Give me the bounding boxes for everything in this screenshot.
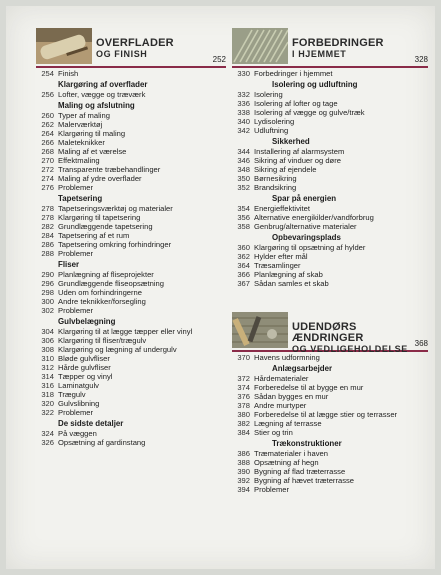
entry-page-number: 340	[237, 117, 250, 126]
entry-page-number: 362	[237, 252, 250, 261]
entry-page-number: 384	[237, 428, 250, 437]
section-page-number: 328	[414, 55, 428, 64]
toc-entry	[232, 222, 428, 231]
entry-page-number: 318	[41, 390, 54, 399]
subsection-heading: Trækonstruktioner	[272, 439, 342, 448]
entry-page-number: 300	[41, 297, 54, 306]
entry-page-number: 370	[237, 353, 250, 362]
entry-page-number: 330	[237, 69, 250, 78]
toc-entry	[36, 354, 226, 363]
entry-page-number: 326	[41, 438, 54, 447]
entry-page-number: 312	[41, 363, 54, 372]
entry-title: Lydisolering	[254, 117, 295, 126]
entry-page-number: 386	[237, 449, 250, 458]
entry-title: Forbedringer i hjemmet	[254, 69, 333, 78]
entry-title: Energieffektivitet	[254, 204, 311, 213]
entry-title: Malerværktøj	[58, 120, 103, 129]
entry-page-number: 316	[41, 381, 54, 390]
entry-title: Brandsikring	[254, 183, 297, 192]
entry-title: Maleteknikker	[58, 138, 105, 147]
entry-page-number: 256	[41, 90, 54, 99]
entry-page-number: 380	[237, 410, 250, 419]
entry-page-number: 314	[41, 372, 54, 381]
entry-page-number: 374	[237, 383, 250, 392]
entry-title: Tapetseringsværktøj og materialer	[58, 204, 173, 213]
subsection-heading: Klargøring af overflader	[58, 80, 148, 89]
entry-page-number: 367	[237, 279, 250, 288]
toc-entry	[36, 327, 226, 336]
entry-title: Uden om forhindringerne	[58, 288, 143, 297]
toc-entry	[36, 111, 226, 120]
toc-entry	[36, 120, 226, 129]
toc-entry	[232, 449, 428, 458]
toc-entry	[232, 419, 428, 428]
toc-entry	[232, 147, 428, 156]
entry-title: Hylder efter mål	[254, 252, 308, 261]
entry-title: Klargøring til maling	[58, 129, 126, 138]
section-title: OVERFLADER OG FINISH	[96, 37, 174, 59]
toc-entry	[36, 90, 226, 99]
toc-list-udendors	[232, 353, 428, 494]
entry-title: Andre teknikker/forsegling	[58, 297, 146, 306]
entry-page-number: 304	[41, 327, 54, 336]
section-header-forbedringer	[232, 26, 428, 68]
entry-page-number: 310	[41, 354, 54, 363]
entry-title: Klargøring til at lægge tæpper eller vinyl	[58, 327, 193, 336]
entry-page-number: 356	[237, 213, 250, 222]
toc-entry	[36, 306, 226, 315]
toc-entry	[232, 117, 428, 126]
section-title: FORBEDRINGER I HJEMMET	[292, 37, 384, 59]
section-header-overflader	[36, 26, 226, 68]
entry-page-number: 338	[237, 108, 250, 117]
subsection-heading: Tapetsering	[58, 194, 103, 203]
entry-title: Maling af et værelse	[58, 147, 127, 156]
entry-page-number: 274	[41, 174, 54, 183]
toc-entry	[36, 204, 226, 213]
entry-title: Klargøring til opsætning af hylder	[254, 243, 366, 252]
entry-page-number: 390	[237, 467, 250, 476]
toc-entry	[36, 345, 226, 354]
entry-title: Klargøring til tapetsering	[58, 213, 141, 222]
entry-title: Bygning af flad træterrasse	[254, 467, 346, 476]
entry-page-number: 308	[41, 345, 54, 354]
toc-entry	[36, 408, 226, 417]
subsection-heading: Anlægsarbejder	[272, 364, 333, 373]
entry-page-number: 360	[237, 243, 250, 252]
entry-page-number: 354	[237, 204, 250, 213]
subsection-heading: Sikkerhed	[272, 137, 310, 146]
entry-page-number: 358	[237, 222, 250, 231]
entry-title: Problemer	[58, 306, 94, 315]
entry-page-number: 320	[41, 399, 54, 408]
entry-title: Træsamlinger	[254, 261, 301, 270]
toc-entry	[232, 99, 428, 108]
entry-page-number: 260	[41, 111, 54, 120]
entry-title: Lofter, vægge og træværk	[58, 90, 146, 99]
subsection-heading: Maling og afslutning	[58, 101, 135, 110]
entry-page-number: 394	[237, 485, 250, 494]
entry-title: Laminatgulv	[58, 381, 99, 390]
toc-entry	[36, 174, 226, 183]
entry-page-number: 268	[41, 147, 54, 156]
column-right	[232, 26, 428, 494]
entry-page-number: 286	[41, 240, 54, 249]
toc-entry	[232, 165, 428, 174]
subsection-heading: Fliser	[58, 260, 80, 269]
column-left	[36, 26, 226, 447]
entry-page-number: 372	[237, 374, 250, 383]
entry-page-number: 366	[237, 270, 250, 279]
entry-title: Planlægning af skab	[254, 270, 323, 279]
entry-page-number: 306	[41, 336, 54, 345]
toc-entry	[232, 156, 428, 165]
book-page	[6, 6, 435, 569]
entry-page-number: 270	[41, 156, 54, 165]
toc-entry	[232, 383, 428, 392]
entry-title: Sådan samles et skab	[254, 279, 329, 288]
entry-title: Problemer	[58, 408, 94, 417]
toc-entry	[36, 336, 226, 345]
entry-page-number: 352	[237, 183, 250, 192]
toc-entry	[36, 288, 226, 297]
toc-entry	[36, 363, 226, 372]
toc-entry	[36, 222, 226, 231]
entry-title: Gulvslibning	[58, 399, 100, 408]
toc-entry	[232, 485, 428, 494]
toc-entry	[232, 392, 428, 401]
entry-page-number: 262	[41, 120, 54, 129]
entry-page-number: 276	[41, 183, 54, 192]
entry-page-number: 254	[41, 69, 54, 78]
entry-page-number: 342	[237, 126, 250, 135]
entry-title: Hårdematerialer	[254, 374, 309, 383]
entry-title: Udluftning	[254, 126, 289, 135]
toc-entry	[36, 279, 226, 288]
section-header-udendors	[232, 310, 428, 352]
toc-entry	[232, 467, 428, 476]
toc-entry	[36, 249, 226, 258]
toc-entry	[232, 270, 428, 279]
entry-title: Planlægning af fliseprojekter	[58, 270, 154, 279]
entry-page-number: 278	[41, 204, 54, 213]
entry-page-number: 296	[41, 279, 54, 288]
entry-page-number: 364	[237, 261, 250, 270]
entry-title: Træmaterialer i haven	[254, 449, 328, 458]
entry-page-number: 382	[237, 419, 250, 428]
entry-title: Effektmaling	[58, 156, 100, 165]
toc-list-forbedringer	[232, 69, 428, 288]
entry-title: Maling af ydre overflader	[58, 174, 142, 183]
entry-title: Tapetsering af et rum	[58, 231, 130, 240]
entry-page-number: 376	[237, 392, 250, 401]
toc-entry	[232, 476, 428, 485]
toc-entry	[36, 240, 226, 249]
toc-entry	[232, 410, 428, 419]
toc-entry	[36, 438, 226, 447]
entry-title: Isolering af lofter og tage	[254, 99, 338, 108]
entry-title: Sikring af ejendele	[254, 165, 317, 174]
toc-entry	[36, 297, 226, 306]
entry-title: Andre murtyper	[254, 401, 307, 410]
entry-title: Grundlæggende tapetsering	[58, 222, 153, 231]
toc-entry	[232, 108, 428, 117]
toc-entry	[36, 147, 226, 156]
entry-title: Typer af maling	[58, 111, 110, 120]
toc-entry	[36, 231, 226, 240]
entry-page-number: 284	[41, 231, 54, 240]
entry-title: Finish	[58, 69, 79, 78]
toc-entry	[36, 165, 226, 174]
toc-entry	[232, 261, 428, 270]
toc-entry	[36, 183, 226, 192]
paint-roller-image	[36, 28, 92, 64]
toc-entry	[36, 381, 226, 390]
entry-title: Hårde gulvfliser	[58, 363, 111, 372]
toc-list-overflader	[36, 69, 226, 447]
entry-title: Forberedelse til at bygge en mur	[254, 383, 364, 392]
entry-title: Klargøring til fliser/trægulv	[58, 336, 147, 345]
entry-title: Havens udformning	[254, 353, 320, 362]
entry-page-number: 290	[41, 270, 54, 279]
entry-title: Sådan bygges en mur	[254, 392, 329, 401]
entry-page-number: 350	[237, 174, 250, 183]
toc-entry	[36, 270, 226, 279]
entry-page-number: 322	[41, 408, 54, 417]
entry-title: Bløde gulvfliser	[58, 354, 110, 363]
entry-title: Grundlæggende fliseopsætning	[58, 279, 164, 288]
toc-entry	[36, 69, 226, 78]
toc-entry	[232, 374, 428, 383]
entry-page-number: 288	[41, 249, 54, 258]
entry-page-number: 388	[237, 458, 250, 467]
section-title: UDENDØRS ÆNDRINGER OG VEDLIGEHOLDELSE	[292, 321, 408, 354]
entry-page-number: 346	[237, 156, 250, 165]
toc-entry	[36, 129, 226, 138]
entry-title: Tæpper og vinyl	[58, 372, 113, 381]
entry-page-number: 336	[237, 99, 250, 108]
entry-title: Klargøring og lægning af undergulv	[58, 345, 177, 354]
entry-title: På væggen	[58, 429, 97, 438]
toc-entry	[232, 90, 428, 99]
entry-title: Opsætning af gardinstang	[58, 438, 146, 447]
entry-title: Trægulv	[58, 390, 86, 399]
entry-title: Alternative energikilder/vandforbrug	[254, 213, 374, 222]
toc-entry	[36, 390, 226, 399]
entry-page-number: 278	[41, 213, 54, 222]
entry-title: Lægning af terrasse	[254, 419, 322, 428]
entry-page-number: 264	[41, 129, 54, 138]
entry-title: Isolering af vægge og gulve/træk	[254, 108, 365, 117]
entry-title: Bygning af hævet træterrasse	[254, 476, 355, 485]
toc-entry	[232, 428, 428, 437]
entry-title: Installering af alarmsystem	[254, 147, 345, 156]
entry-page-number: 266	[41, 138, 54, 147]
subsection-heading: Isolering og udluftning	[272, 80, 358, 89]
toc-entry	[232, 243, 428, 252]
entry-title: Forberedelse til at lægge stier og terrasser	[254, 410, 398, 419]
toc-entry	[232, 126, 428, 135]
toc-entry	[232, 252, 428, 261]
subsection-heading: Gulvbelægning	[58, 317, 116, 326]
entry-title: Børnesikring	[254, 174, 297, 183]
entry-title: Problemer	[58, 249, 94, 258]
entry-page-number: 392	[237, 476, 250, 485]
subsection-heading: Opbevaringsplads	[272, 233, 341, 242]
section-page-number: 252	[212, 55, 226, 64]
entry-title: Stier og trin	[254, 428, 293, 437]
toc-entry	[36, 156, 226, 165]
entry-page-number: 348	[237, 165, 250, 174]
entry-page-number: 282	[41, 222, 54, 231]
subsection-heading: Spar på energien	[272, 194, 337, 203]
entry-title: Opsætning af hegn	[254, 458, 319, 467]
entry-page-number: 324	[41, 429, 54, 438]
toc-entry	[36, 399, 226, 408]
entry-page-number: 378	[237, 401, 250, 410]
entry-page-number: 272	[41, 165, 54, 174]
entry-page-number: 298	[41, 288, 54, 297]
toc-entry	[232, 458, 428, 467]
entry-title: Genbrug/alternative materialer	[254, 222, 357, 231]
entry-page-number: 344	[237, 147, 250, 156]
insulation-roll-image	[232, 28, 288, 64]
section-page-number: 368	[414, 339, 428, 348]
entry-page-number: 302	[41, 306, 54, 315]
entry-title: Sikring af vinduer og døre	[254, 156, 341, 165]
entry-page-number: 332	[237, 90, 250, 99]
toc-entry	[36, 372, 226, 381]
entry-title: Isolering	[254, 90, 283, 99]
toc-entry	[232, 69, 428, 78]
toc-entry	[232, 174, 428, 183]
toc-entry	[232, 401, 428, 410]
entry-title: Problemer	[58, 183, 94, 192]
toc-entry	[232, 204, 428, 213]
subsection-heading: De sidste detaljer	[58, 419, 124, 428]
entry-title: Transparente træbehandlinger	[58, 165, 161, 174]
toc-entry	[232, 183, 428, 192]
toc-entry	[232, 279, 428, 288]
toc-entry	[36, 429, 226, 438]
entry-title: Tapetsering omkring forhindringer	[58, 240, 172, 249]
garden-tools-image	[232, 312, 288, 348]
toc-entry	[232, 213, 428, 222]
toc-entry	[36, 138, 226, 147]
entry-title: Problemer	[254, 485, 290, 494]
toc-entry	[36, 213, 226, 222]
